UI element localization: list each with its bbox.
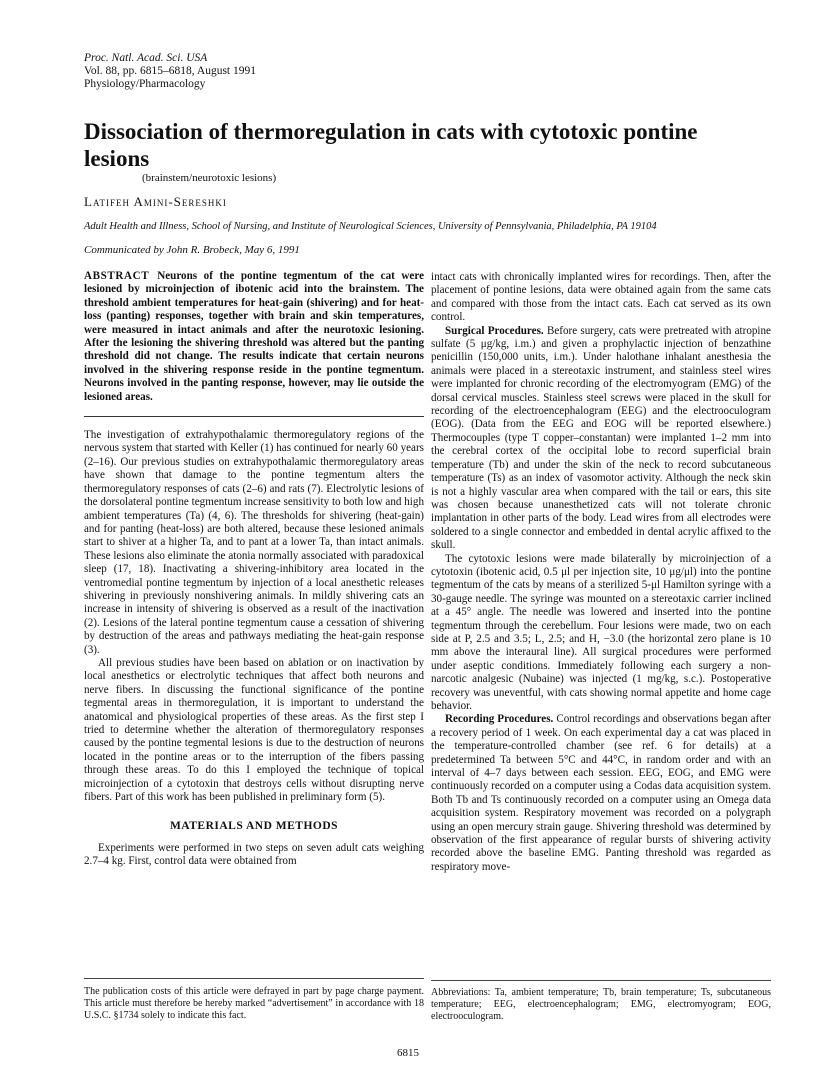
affiliation: Adult Health and Illness, School of Nursing, and Institute of Neurological Sciences, University of Pennsylvania, Philadelphia, PA 19104: [84, 221, 657, 232]
surgical-text: Before surgery, cats were pretreated with atropine sulfate (5 μg/kg, i.m.) and given a prophylactic injection of benzathine penicillin (150,000 units, i.m.). Under halothane inhalant anesthesia the animals were placed in a stereotaxic instrument, and stainless steel wires were implanted for chronic recording of the electromyogram (EMG) of the dorsal cervical muscles. Stainless steel screws were placed in the skull for recording of the electroencephalogram (EEG) and the electrooculogram (EOG). (Data from the EEG and EOG will be reported elsewhere.) Thermocouples (type T copper–constantan) were implanted 1–2 mm into the cerebral cortex of the occipital lobe to record superficial brain temperature (Tb) and under the skin of the neck to record subcutaneous temperature (Ts) as an index of vasomotor activity. Although the neck skin is not a highly vascular area when compared with the tail or ears, this site was chosen because unanesthetized cats will not tolerate chronic implantation in other parts of the body. Lead wires from all electrodes were soldered to a single connector and embedded in dental acrylic affixed to the skull.: [431, 324, 771, 552]
volume-info: Vol. 88, pp. 6815–6818, August 1991: [84, 65, 256, 77]
communicated-by: Communicated by John R. Brobeck, May 6, 1991: [84, 244, 300, 256]
abstract-text: Neurons of the pontine tegmentum of the cat were lesioned by microinjection of ibotenic acid into the brainstem. The threshold ambient temperatures for heat-gain (shivering) and for heat-loss (panting) responses, together with brain and skin temperatures, were measured in intact animals and after the neurotoxic lesioning. After the lesioning the shivering threshold was altered but the panting threshold did not change. The results indicate that certain neurons involved in the shivering response reside in the pontine tegmentum. Neurons involved in the panting response, however, may lie outside the lesioned areas.: [84, 270, 424, 403]
right-column: [431, 271, 771, 874]
methods-paragraph-1-cont: intact cats with chronically implanted wires for recordings. Then, after the placement of pontine lesions, data were obtained again from the same cats and compared with those from the intact cats. Each cat served as its own control.: [431, 271, 771, 324]
page-number: 6815: [397, 1047, 419, 1059]
surgical-paragraph: [431, 325, 771, 553]
cytotoxic-paragraph: The cytotoxic lesions were made bilaterally by microinjection of a cytotoxin (ibotenic acid, 0.5 μl per injection site, 10 μg/μl) into the pontine tegmentum of the cats by means of a sterilized 5-μl Hamilton syringe with a 30-gauge needle. The syringe was mounted on a stereotaxic carrier inclined at a 45° angle. The needle was lowered and inserted into the pontine tegmentum through the cerebellum. Four lesions were made, two on each side at P, 2.5 and 3.5; L, 2.5; and H, −3.0 (the horizontal zero plane is 10 mm above the interaural line). All surgical procedures were performed under aseptic conditions. Immediately following each surgery a non-narcotic analgesic (Nubaine) was injected (1 mg/kg, s.c.). Postoperative recovery was uneventful, with cats showing normal appetite and home cage behavior.: [431, 552, 771, 712]
publication-footnote: The publication costs of this article were defrayed in part by page charge payment. This article must therefore be hereby marked “advertisement” in accordance with 18 U.S.C. §1734 solely to indicate this fact.: [84, 986, 424, 1021]
footnote-divider: [84, 978, 424, 979]
intro-paragraph-2: All previous studies have been based on ablation or on inactivation by local anesthetics or electrolytic techniques that affect both neurons and nerve fibers. In discussing the functional significance of the pontine tegmental areas in thermoregulation, it is important to understand the anatomical and physiological properties of these areas. As the first step I tried to determine whether the alteration of thermoregulatory responses caused by the pontine tegmental lesions is due to the destruction of neurons located in the pontine areas or to the interruption of the fibers passing through these areas. To do this I employed the technique of topical microinjection of a cytotoxin that destroys cells without disrupting nerve fibers. Part of this work has been published in preliminary form (5).: [84, 656, 424, 804]
journal-name: Proc. Natl. Acad. Sci. USA: [84, 52, 208, 64]
abbreviations-divider: [431, 980, 771, 981]
keywords: (brainstem/neurotoxic lesions): [142, 172, 277, 184]
abstract: [84, 270, 424, 404]
methods-paragraph-1: Experiments were performed in two steps on seven adult cats weighing 2.7–4 kg. First, control data were obtained from: [84, 841, 424, 868]
recording-text: Control recordings and observations began after a recovery period of 1 week. On each experimental day a cat was placed in the temperature-controlled chamber (see ref. 6 for details) at a predetermined Ta between 5°C and 44°C, in random order and with an interval of 4–7 days between each session. EEG, EOG, and EMG were continuously recorded on a computer using a Codas data acquisition system. Both Tb and Ts continuously recorded on a computer using an Omega data acquisition system. Respiratory movement was recorded on a polygraph using an open mercury strain gauge. Shivering threshold was determined by observation of the first appearance of regular bursts of shivering activity recorded above the baseline EMG. Panting threshold was regarded as respiratory move-: [431, 713, 771, 873]
abstract-divider: [84, 416, 424, 417]
recording-paragraph: [431, 713, 771, 874]
abbreviations: Abbreviations: Ta, ambient temperature; Tb, brain temperature; Ts, subcutaneous temperature; EEG, electroencephalogram; EMG, electromyogram; EOG, electrooculogram.: [431, 987, 771, 1022]
section-name: Physiology/Pharmacology: [84, 78, 206, 90]
journal-header: [84, 52, 256, 91]
left-column: [84, 270, 424, 869]
abstract-heading: ABSTRACT: [84, 270, 150, 282]
author: Latifeh Amini-Sereshki: [84, 194, 227, 209]
recording-heading: Recording Procedures.: [445, 713, 554, 726]
surgical-heading: Surgical Procedures.: [445, 324, 544, 337]
article-title: Dissociation of thermoregulation in cats with cytotoxic pontine lesions: [84, 119, 698, 171]
section-heading-methods: MATERIALS AND METHODS: [169, 820, 339, 833]
intro-paragraph-1: The investigation of extrahypothalamic thermoregulatory regions of the nervous system that started with Keller (1) has continued for nearly 60 years (2–16). Our previous studies on extrahypothalamic thermoregulatory areas have shown that damage to the pontine tegmentum alters the thermoregulatory responses of cats (2–6) and rats (7). Electrolytic lesions of the dorsolateral pontine tegmentum increase sensitivity to both low and high ambient temperatures (Ta) (4, 6). The thresholds for shivering (heat-gain) and for panting (heat-loss) are both altered, because these lesioned animals start to shiver at a higher Ta, and to pant at a lower Ta, than intact animals. These lesions also eliminate the atonia normally associated with paradoxical sleep (17, 18). Inactivating a shivering-inhibitory area located in the ventromedial pontine tegmentum by injection of a local anesthetic releases shivering in previously nonshivering animals. In mildly shivering cats an increase in intensity of shivering is observed as a result of the inactivation (2). Lesions of the lateral pontine tegmentum cause a cessation of shivering by destruction of the areas and pathways mediating the heat-gain response (3).: [84, 429, 424, 656]
